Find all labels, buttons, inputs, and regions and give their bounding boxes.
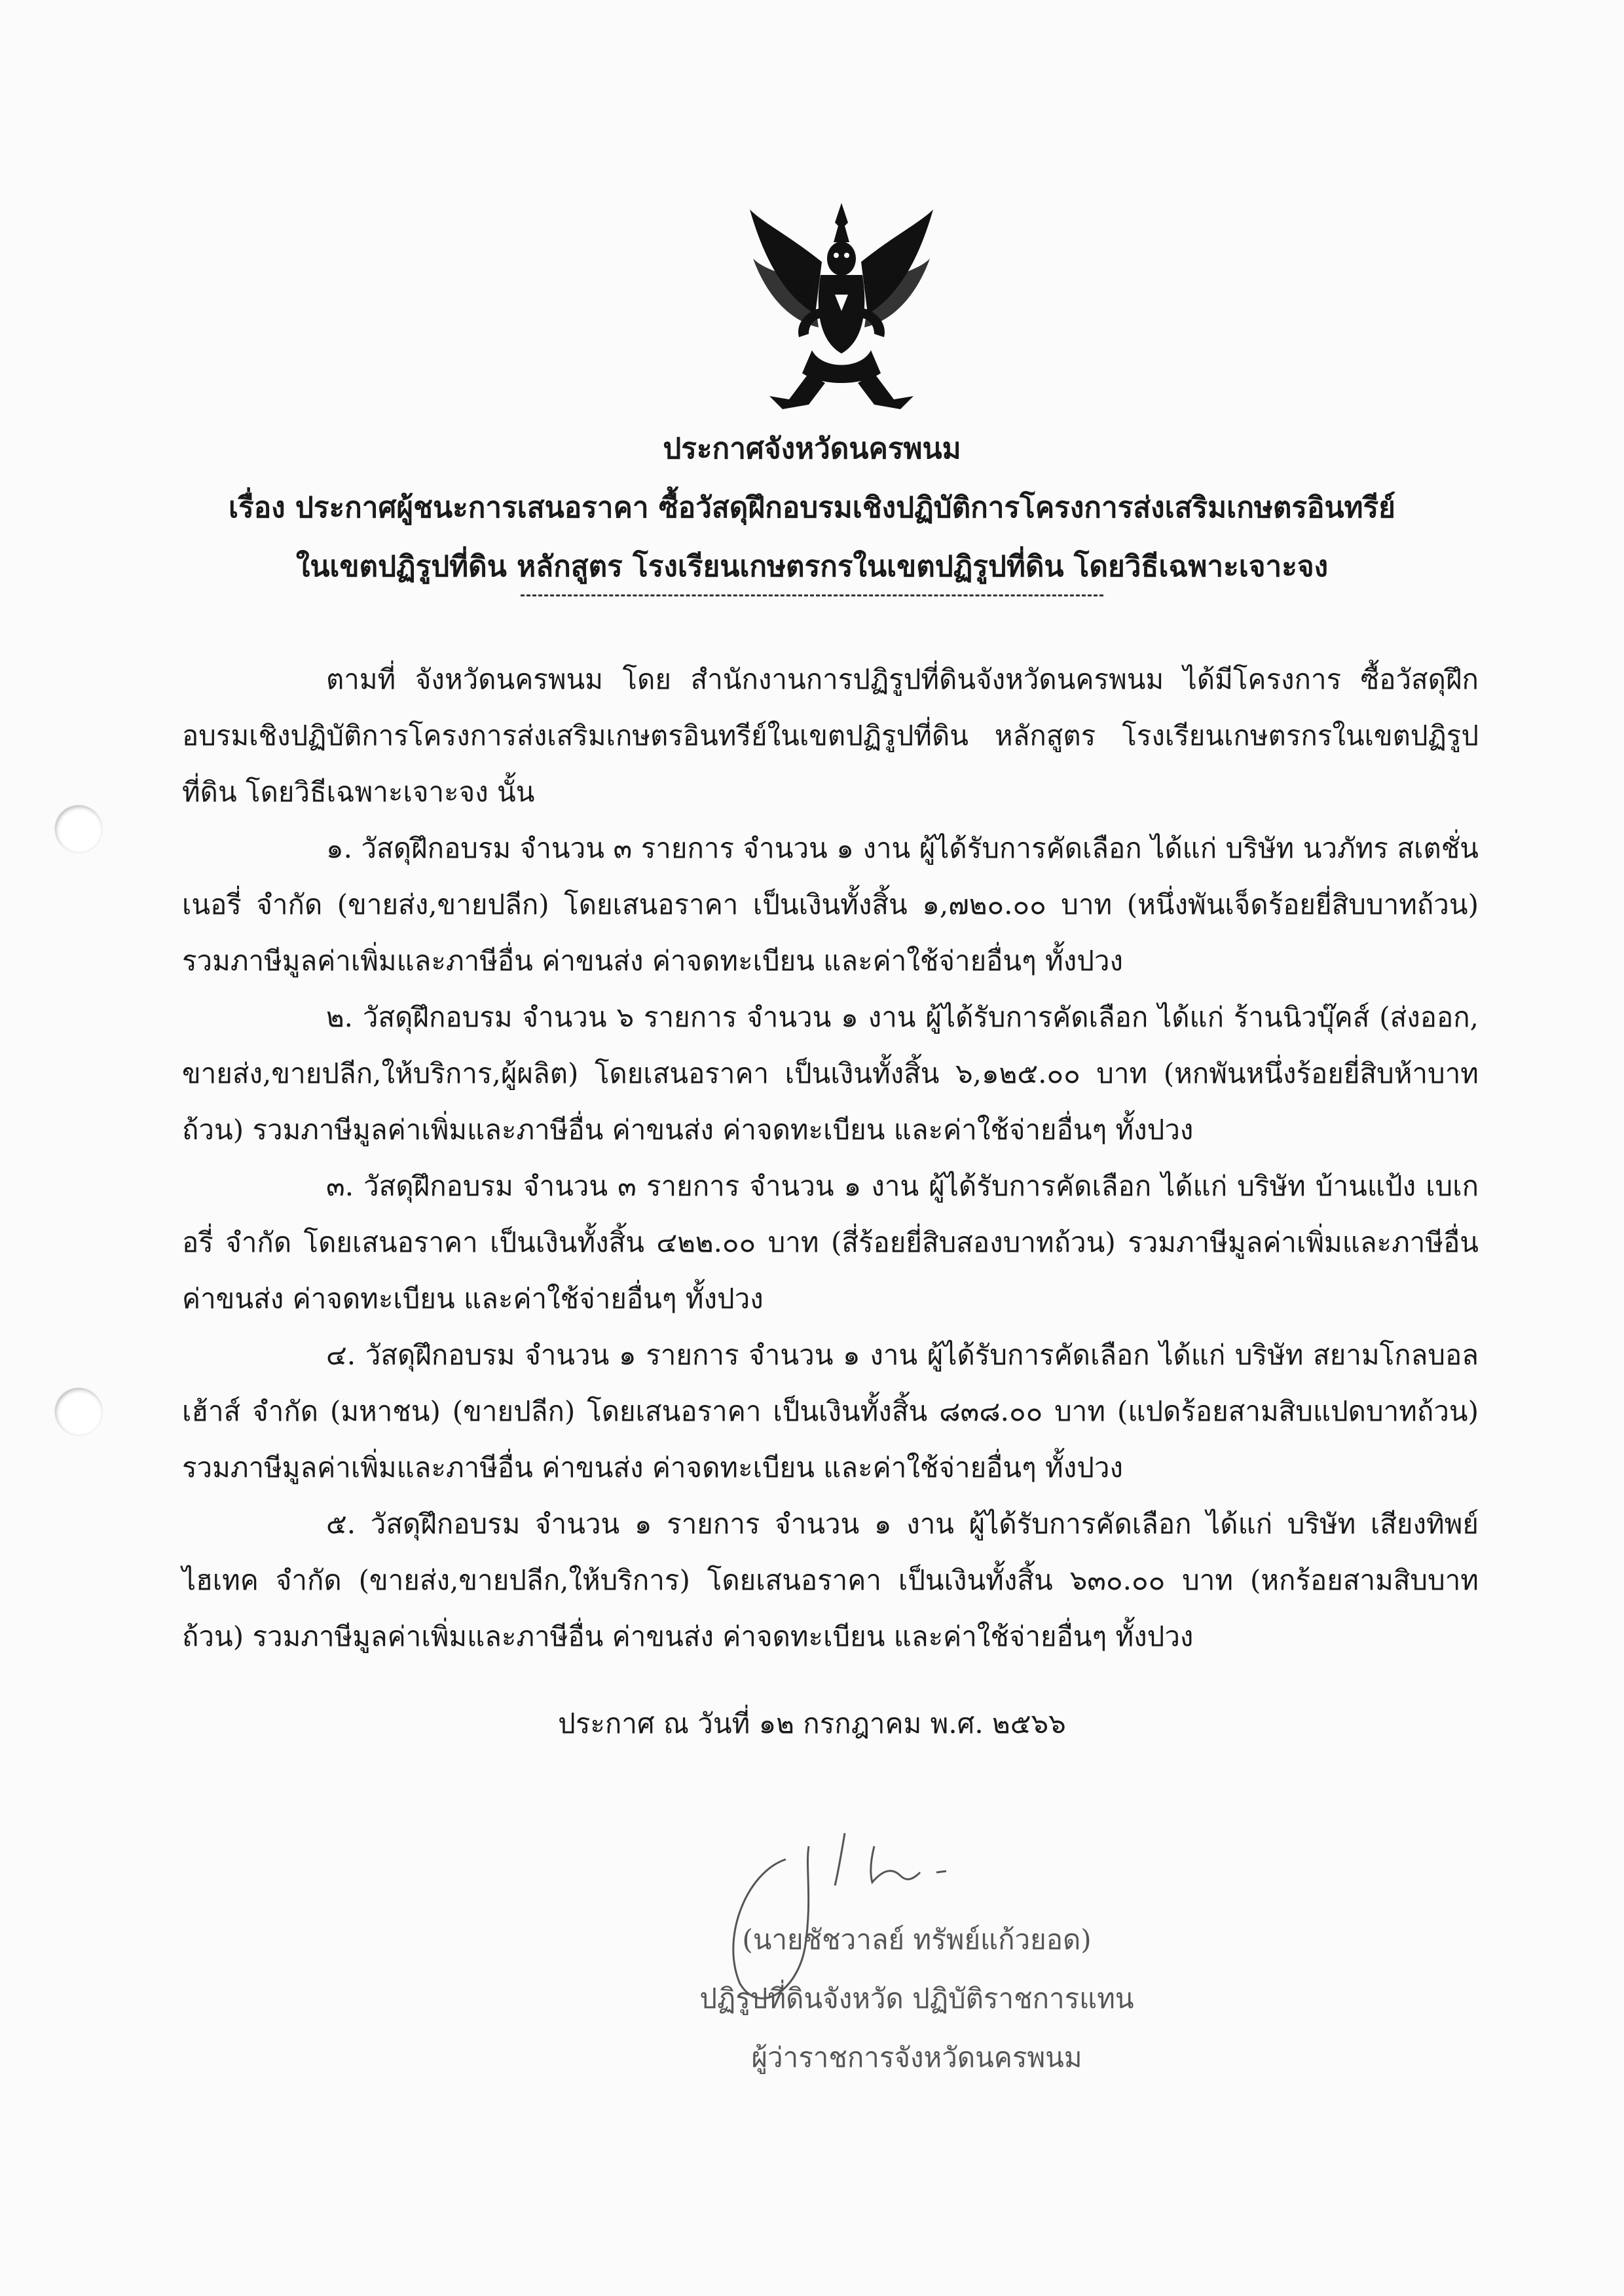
punch-hole-bottom bbox=[55, 1388, 102, 1435]
title-divider bbox=[521, 594, 1103, 596]
award-item-text: ๔. วัสดุฝึกอบรม จำนวน ๑ รายการ จำนวน ๑ งาน ผู้ได้รับการคัดเลือก ได้แก่ บริษัท สยามโกลบอลเฮ้าส์ จำกัด (มหาชน) (ขายปลีก) โดยเสนอราคา เป็นเงินทั้งสิ้น ๘๓๘.๐๐ บาท (แปดร้อยสามสิบแปดบาทถ้วน) รวมภาษีมูลค่าเพิ่มและภาษีอื่น ค่าขนส่ง ค่าจดทะเบียน และค่าใช้จ่ายอื่นๆ ทั้งปวง bbox=[182, 1339, 1479, 1484]
intro-paragraph bbox=[182, 651, 1479, 820]
award-item-text: ๕. วัสดุฝึกอบรม จำนวน ๑ รายการ จำนวน ๑ งาน ผู้ได้รับการคัดเลือก ได้แก่ บริษัท เสียงทิพย์ไฮเทค จำกัด (ขายส่ง,ขายปลีก,ให้บริการ) โดยเสนอราคา เป็นเงินทั้งสิ้น ๖๓๐.๐๐ บาท (หกร้อยสามสิบบาทถ้วน) รวมภาษีมูลค่าเพิ่มและภาษีอื่น ค่าขนส่ง ค่าจดทะเบียน และค่าใช้จ่ายอื่นๆ ทั้งปวง bbox=[182, 1508, 1479, 1652]
announcement-date: ประกาศ ณ วันที่ ๑๒ กรกฎาคม พ.ศ. ๒๕๖๖ bbox=[558, 1707, 1066, 1740]
award-item-4 bbox=[182, 1327, 1479, 1496]
punch-hole-top bbox=[55, 805, 102, 852]
award-item-text: ๑. วัสดุฝึกอบรม จำนวน ๓ รายการ จำนวน ๑ งาน ผู้ได้รับการคัดเลือก ได้แก่ บริษัท นวภัทร สเตชั่นเนอรี่ จำกัด (ขายส่ง,ขายปลีก) โดยเสนอราคา เป็นเงินทั้งสิ้น ๑,๗๒๐.๐๐ บาท (หนึ่งพันเจ็ดร้อยยี่สิบบาทถ้วน) รวมภาษีมูลค่าเพิ่มและภาษีอื่น ค่าขนส่ง ค่าจดทะเบียน และค่าใช้จ่ายอื่นๆ ทั้งปวง bbox=[182, 832, 1479, 977]
signatory-name: (นายชัชวาลย์ ทรัพย์แก้วยอด) bbox=[742, 1923, 1092, 1956]
award-item-1 bbox=[182, 820, 1479, 989]
signatory-position-1: ปฏิรูปที่ดินจังหวัด ปฏิบัติราชการแทน bbox=[699, 1982, 1134, 2014]
announcement-subject-line-1: เรื่อง ประกาศผู้ชนะการเสนอราคา ซื้อวัสดุฝึกอบรมเชิงปฏิบัติการโครงการส่งเสริมเกษตรอินทรีย์ bbox=[229, 491, 1395, 524]
award-item-5 bbox=[182, 1496, 1479, 1665]
award-item-text: ๓. วัสดุฝึกอบรม จำนวน ๓ รายการ จำนวน ๑ งาน ผู้ได้รับการคัดเลือก ได้แก่ บริษัท บ้านแป้ง เบเกอรี่ จำกัด โดยเสนอราคา เป็นเงินทั้งสิ้น ๔๒๒.๐๐ บาท (สี่ร้อยยี่สิบสองบาทถ้วน) รวมภาษีมูลค่าเพิ่มและภาษีอื่น ค่าขนส่ง ค่าจดทะเบียน และค่าใช้จ่ายอื่นๆ ทั้งปวง bbox=[182, 1170, 1479, 1315]
announcement-issuer: ประกาศจังหวัดนครพนม bbox=[663, 432, 961, 465]
award-item-2 bbox=[182, 989, 1479, 1158]
intro-text: ตามที่ จังหวัดนครพนม โดย สำนักงานการปฏิรูปที่ดินจังหวัดนครพนม ได้มีโครงการ ซื้อวัสดุฝึกอบรมเชิงปฏิบัติการโครงการส่งเสริมเกษตรอินทรีย์ในเขตปฏิรูปที่ดิน หลักสูตร โรงเรียนเกษตรกรในเขตปฏิรูปที่ดิน โดยวิธีเฉพาะเจาะจง นั้น bbox=[182, 663, 1479, 808]
announcement-subject-line-2: ในเขตปฏิรูปที่ดิน หลักสูตร โรงเรียนเกษตรกรในเขตปฏิรูปที่ดิน โดยวิธีเฉพาะเจาะจง bbox=[295, 550, 1329, 583]
garuda-emblem-icon bbox=[743, 196, 940, 419]
award-item-3 bbox=[182, 1158, 1479, 1327]
signatory-position-2: ผู้ว่าราชการจังหวัดนครพนม bbox=[751, 2041, 1082, 2073]
award-item-text: ๒. วัสดุฝึกอบรม จำนวน ๖ รายการ จำนวน ๑ งาน ผู้ได้รับการคัดเลือก ได้แก่ ร้านนิวบุ๊คส์ (ส่งออก, ขายส่ง,ขายปลีก,ให้บริการ,ผู้ผลิต) โดยเสนอราคา เป็นเงินทั้งสิ้น ๖,๑๒๕.๐๐ บาท (หกพันหนึ่งร้อยยี่สิบห้าบาทถ้วน) รวมภาษีมูลค่าเพิ่มและภาษีอื่น ค่าขนส่ง ค่าจดทะเบียน และค่าใช้จ่ายอื่นๆ ทั้งปวง bbox=[182, 1001, 1479, 1146]
